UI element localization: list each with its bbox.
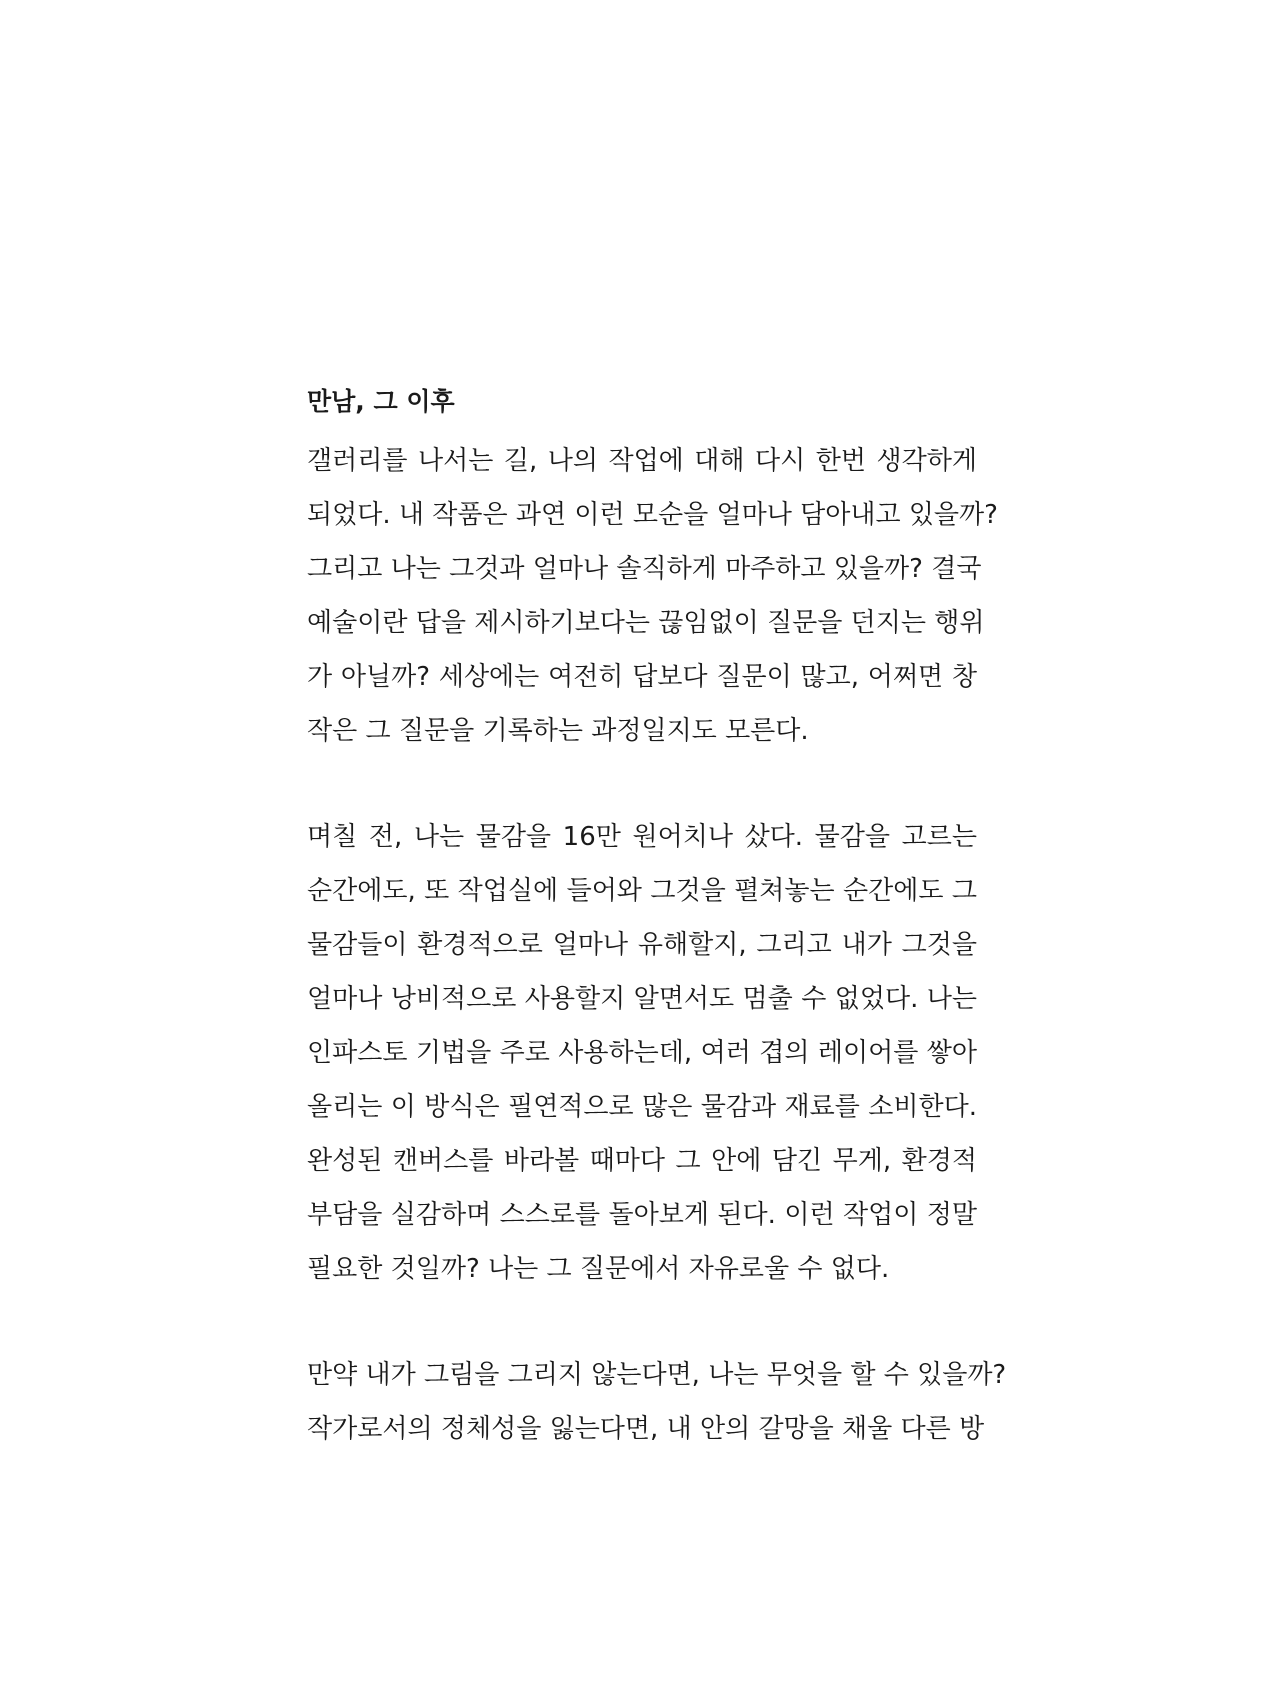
text-line: 얼마나 낭비적으로 사용할지 알면서도 멈출 수 없었다. 나는	[307, 984, 977, 1014]
text-line: 작은 그 질문을 기록하는 과정일지도 모른다.	[307, 716, 809, 746]
text-line: 되었다. 내 작품은 과연 이런 모순을 얼마나 담아내고 있을까?	[307, 500, 998, 530]
text-line: 부담을 실감하며 스스로를 돌아보게 된다. 이런 작업이 정말	[307, 1200, 977, 1230]
text-line: 순간에도, 또 작업실에 들어와 그것을 펼쳐놓는 순간에도 그	[307, 876, 977, 906]
text-line: 필요한 것일까? 나는 그 질문에서 자유로울 수 없다.	[307, 1254, 890, 1284]
text-line: 작가로서의 정체성을 잃는다면, 내 안의 갈망을 채울 다른 방	[307, 1414, 985, 1444]
text-line: 예술이란 답을 제시하기보다는 끊임없이 질문을 던지는 행위	[307, 608, 985, 638]
text-line: 갤러리를 나서는 길, 나의 작업에 대해 다시 한번 생각하게	[307, 446, 977, 476]
section-heading: 만남, 그 이후	[307, 387, 455, 416]
document-page	[307, 382, 1007, 1508]
text-line: 가 아닐까? 세상에는 여전히 답보다 질문이 많고, 어쩌면 창	[307, 662, 977, 692]
text-line: 그리고 나는 그것과 얼마나 솔직하게 마주하고 있을까? 결국	[307, 554, 982, 584]
paragraph-1	[307, 434, 998, 758]
text-line: 인파스토 기법을 주로 사용하는데, 여러 겹의 레이어를 쌓아	[307, 1038, 977, 1068]
paragraph-2	[307, 810, 977, 1296]
text-line: 며칠 전, 나는 물감을 16만 원어치나 샀다. 물감을 고르는	[307, 822, 977, 852]
text-line: 물감들이 환경적으로 얼마나 유해할지, 그리고 내가 그것을	[307, 930, 977, 960]
text-line: 올리는 이 방식은 필연적으로 많은 물감과 재료를 소비한다.	[307, 1092, 977, 1122]
text-line: 완성된 캔버스를 바라볼 때마다 그 안에 담긴 무게, 환경적	[307, 1146, 977, 1176]
text-line: 만약 내가 그림을 그리지 않는다면, 나는 무엇을 할 수 있을까?	[307, 1360, 1007, 1390]
paragraph-3	[307, 1348, 1007, 1456]
